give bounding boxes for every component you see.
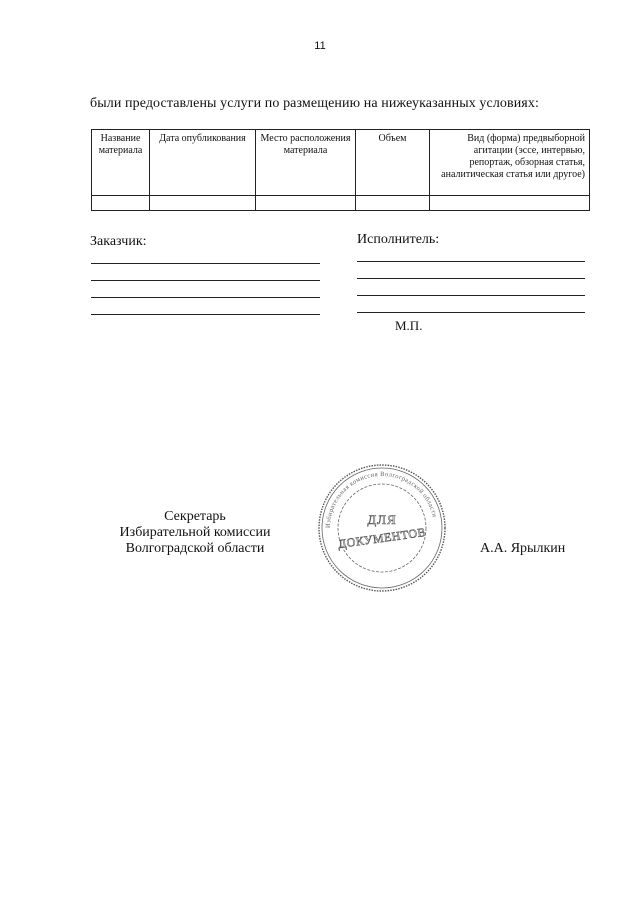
table-cell	[150, 196, 256, 211]
contractor-signature-line	[357, 261, 585, 262]
stamp-ring-text: Избирательная комиссия Волгоградской области	[324, 470, 438, 529]
page-number: 11	[314, 40, 326, 52]
contractor-label: Исполнитель:	[357, 232, 440, 247]
official-stamp	[316, 462, 448, 594]
stamp-center-line: ДЛЯ	[367, 512, 397, 527]
header-material-name: Название материала	[92, 130, 150, 196]
signer-title-line: Секретарь	[164, 509, 226, 524]
signer-name: А.А. Ярылкин	[480, 541, 566, 556]
contractor-signature-line	[357, 312, 585, 313]
customer-label: Заказчик:	[90, 234, 147, 249]
contractor-signature-line	[357, 295, 585, 296]
table-row	[92, 196, 590, 211]
signer-title-line: Избирательной комиссии	[119, 525, 271, 540]
signer-title-line: Волгоградской области	[125, 541, 265, 556]
customer-signature-line	[91, 280, 320, 281]
table-cell	[92, 196, 150, 211]
table-cell	[356, 196, 430, 211]
signer-title	[90, 509, 300, 557]
services-table	[91, 129, 590, 211]
contractor-signature-line	[357, 278, 585, 279]
header-material-location: Место расположения материала	[256, 130, 356, 196]
customer-signature-line	[91, 314, 320, 315]
stamp-center-line: ДОКУМЕНТОВ	[337, 524, 427, 552]
intro-text: были предоставлены услуги по размещению на нижеуказанных условиях:	[90, 96, 539, 111]
customer-signature-line	[91, 297, 320, 298]
customer-signature-line	[91, 263, 320, 264]
table-header-row	[92, 130, 590, 196]
header-agitation-type: Вид (форма) предвыборной агитации (эссе, интервью, репортаж, обзорная статья, аналитическая статья или другое)	[430, 130, 590, 196]
table-cell	[430, 196, 590, 211]
seal-placeholder: М.П.	[395, 318, 423, 333]
header-volume: Объем	[356, 130, 430, 196]
table-cell	[256, 196, 356, 211]
header-publication-date: Дата опубликования	[150, 130, 256, 196]
